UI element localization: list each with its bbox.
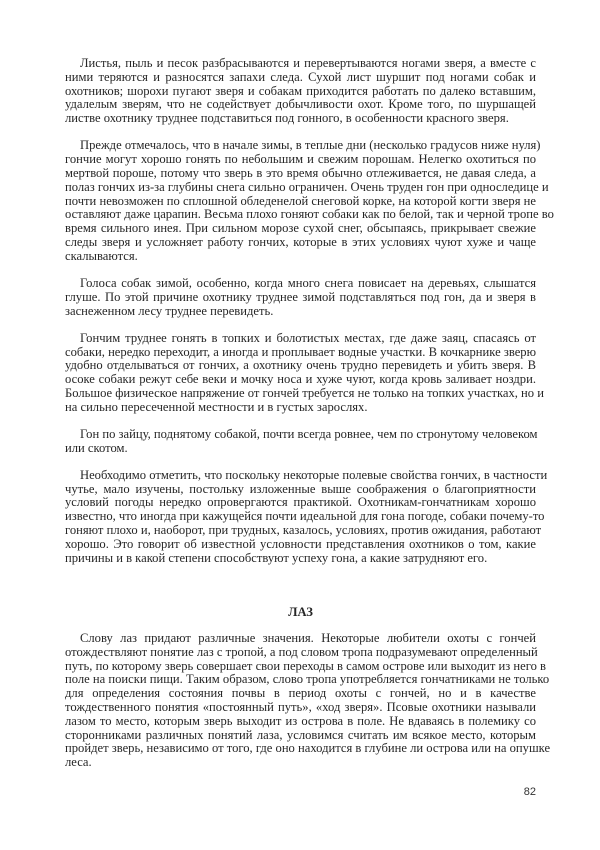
text-line: отождествляют понятие лаз с тропой, а под словом тропа подразумевают определенный: [65, 644, 538, 659]
paragraph: [65, 631, 551, 770]
text-line: гончие могут хорошо гонять по небольшим и свежим порошам. Нелегко охотиться по: [65, 152, 536, 167]
text-line: Гончим труднее гонять в топких и болотистых местах, где даже заяц, спасаясь от: [80, 330, 536, 345]
text-line: леса.: [65, 755, 92, 770]
text-line: полаз гончих из-за глубины снега сильно ограничен. Очень труден гон при односледице и: [65, 179, 549, 194]
text-line: Слову лаз придают различные значения. Некоторые любители охоты с гончей: [80, 631, 536, 645]
text-line: охотников; шорохи пугают зверя и собакам приходится работать по далеко вставшим,: [65, 83, 536, 98]
paragraph: [65, 467, 548, 566]
text-line: Голоса собак зимой, особенно, когда много снега повисает на деревьях, слышатся: [80, 275, 536, 290]
section-text: [65, 631, 551, 783]
text-line: заснеженном лесу труднее перевидеть.: [65, 303, 274, 318]
body-text: [65, 56, 554, 579]
text-line: почти невозможен по сплошной обледенелой снеговой корке, на которой когти зверя не: [65, 193, 536, 208]
text-line: для определения состояния почвы в период охоты с гончей, но и в качестве: [65, 686, 536, 701]
text-line: Необходимо отметить, что поскольку некоторые полевые свойства гончих, в частности: [80, 467, 548, 482]
text-line: Прежде отмечалось, что в начале зимы, в теплые дни (несколько градусов ниже нуля): [80, 138, 541, 153]
text-line: удобно отделываться от гончих, а охотнику очень трудно перевидеть и убить зверя. В: [65, 358, 536, 373]
paragraph: [65, 277, 536, 318]
text-line: тождественного понятия «постоянный путь», «ход зверя». Псовые охотники называли: [65, 699, 536, 714]
text-line: следы зверя и усложняет работу гончих, которые в этих условиях чуют хуже и чаще: [65, 234, 536, 249]
text-line: удалелым зверям, что не содействует добычливости охот. Кроме того, по шуршащей: [65, 97, 536, 112]
text-line: поле на поиски пищи. Таким образом, слово тропа употребляется гончатниками не только: [65, 672, 550, 687]
text-line: время сильного инея. При сильном морозе сухой снег, обсыпаясь, прикрывает свежие: [65, 221, 536, 236]
paragraph: [65, 57, 536, 126]
page-number: 82: [523, 786, 536, 798]
text-line: Большое физическое напряжение от гончей требуется не только на топких участках, но и: [65, 385, 544, 400]
text-line: Листья, пыль и песок разбрасываются и перевертываются ногами зверя, а вместе с: [80, 56, 536, 70]
text-line: осоке собаки режут себе веки и мочку носа и хуже чуют, когда кровь заливает ноздри.: [65, 372, 536, 387]
text-line: мертвой пороше, потому что зверь в это время обычно отлеживается, не давая следа, а: [65, 165, 536, 180]
text-line: известно, что иногда при кажущейся почти идеальной для гона погоде, собаки почему-то: [65, 509, 545, 524]
text-line: глуше. По этой причине охотнику труднее зимой подставляться под гон, да и зверя в: [65, 289, 536, 304]
text-line: сторонниками различных понятий лаза, условимся считать им всякое место, которым: [65, 727, 536, 742]
text-line: лазом то место, которым зверь выходит из острова в поле. Не вдаваясь в полемику со: [65, 713, 536, 728]
section-heading: ЛАЗ: [288, 605, 313, 619]
text-line: на сильно пересеченной местности и в густых зарослях.: [65, 399, 368, 414]
text-line: или скотом.: [65, 440, 128, 455]
text-line: оставляют даже царапин. Весьма плохо гоняют собаки как по белой, так и черной тропе во: [65, 207, 554, 222]
paragraph: [65, 138, 554, 263]
text-line: хорошо. Это говорит об известной условности представления охотников о том, какие: [65, 536, 536, 551]
paragraph: [65, 330, 544, 415]
text-line: собаки, нередко переходит, а иногда и проплывает водные участки. В кочкарнике зверю: [65, 344, 536, 359]
text-line: условий погоды нередко опровергаются практикой. Охотникам-гончатникам хорошо: [65, 495, 536, 510]
paragraph: [65, 428, 536, 456]
text-line: ними теряются и разносятся запахи следа. Сухой лист шуршит под ногами собак и: [65, 69, 536, 84]
text-line: чутье, мало изучены, постольку изложенные выше соображения о благоприятности: [65, 481, 536, 496]
text-line: гоняют плохо и, наоборот, при трудных, казалось, условиях, против ожидания, работают: [65, 523, 542, 538]
text-line: листве охотнику труднее подставиться под гонного, в особенности красного зверя.: [65, 111, 509, 126]
text-line: причины и в какой степени способствуют успеху гона, а какие затрудняют его.: [65, 550, 488, 565]
text-line: пройдет зверь, независимо от того, где оно находится в глубине ли острова или на опушке: [65, 741, 551, 756]
text-line: скалываются.: [65, 248, 138, 263]
text-line: путь, по которому зверь совершает свои переходы в самом острове или выходит из него в: [65, 658, 546, 673]
text-line: Гон по зайцу, поднятому собакой, почти всегда ровнее, чем по стронутому человеком: [80, 426, 538, 441]
